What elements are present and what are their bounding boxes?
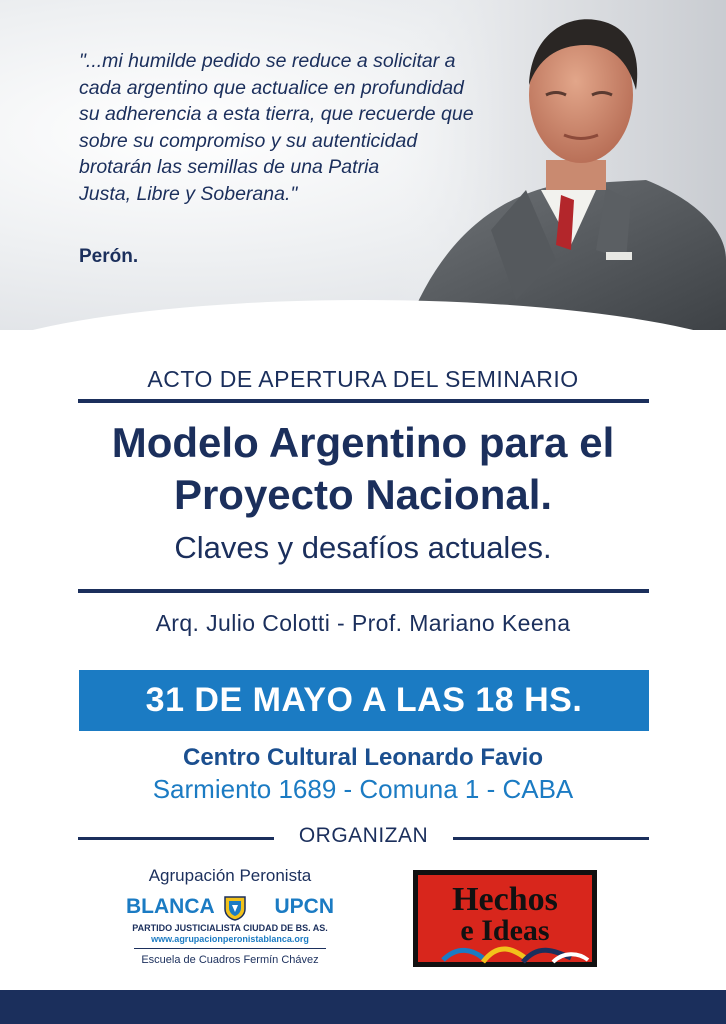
speakers: Arq. Julio Colotti - Prof. Mariano Keena	[155, 610, 571, 636]
peron-quote	[79, 48, 549, 207]
quote-line: sobre su compromiso y su autenticidad	[79, 129, 418, 152]
event-title-line-1: Modelo Argentino para el	[111, 419, 615, 466]
agrupacion-blanca-logo	[122, 866, 338, 974]
quote-line: cada argentino que actualice en profundidad	[79, 76, 464, 99]
quote-line: Justa, Libre y Soberana."	[79, 182, 298, 205]
divider-top	[78, 399, 649, 403]
logo-divider	[134, 948, 326, 949]
footer-bar	[0, 990, 726, 1024]
organizers-label: ORGANIZAN	[298, 824, 429, 847]
organizers-header	[78, 822, 649, 852]
venue-address: Sarmiento 1689 - Comuna 1 - CABA	[152, 774, 574, 804]
event-date-banner: 31 DE MAYO A LAS 18 HS.	[79, 670, 649, 731]
quote-line: su adherencia a esta tierra, que recuerde que	[79, 103, 474, 125]
quote-author: Perón.	[79, 246, 139, 267]
logo-party: PARTIDO JUSTICIALISTA CIUDAD DE BS. AS.	[132, 923, 328, 933]
divider-bottom	[78, 589, 649, 593]
venue-name: Centro Cultural Leonardo Favio	[182, 744, 544, 771]
logo-word-blanca: BLANCA	[126, 895, 215, 918]
hechos-e-ideas-logo	[413, 870, 597, 967]
logo-school: Escuela de Cuadros Fermín Chávez	[141, 954, 319, 966]
svg-text:Hechos: Hechos	[452, 881, 558, 918]
quote-line: brotarán las semillas de una Patria	[79, 156, 380, 178]
event-subtitle: ACTO DE APERTURA DEL SEMINARIO	[147, 366, 579, 392]
event-tagline: Claves y desafíos actuales.	[174, 530, 552, 565]
logo-word-upcn: UPCN	[274, 895, 334, 918]
shield-icon	[224, 895, 246, 921]
logo-url: www.agrupacionperonistablanca.org	[151, 934, 309, 944]
logo-wordmark	[126, 895, 334, 921]
quote-line: "...mi humilde pedido se reduce a solicitar a	[79, 50, 456, 72]
logo-title: Agrupación Peronista	[148, 866, 312, 885]
event-title-line-2: Proyecto Nacional.	[173, 471, 553, 518]
svg-text:e Ideas: e Ideas	[460, 914, 550, 947]
organizers-rule-right	[453, 837, 649, 840]
